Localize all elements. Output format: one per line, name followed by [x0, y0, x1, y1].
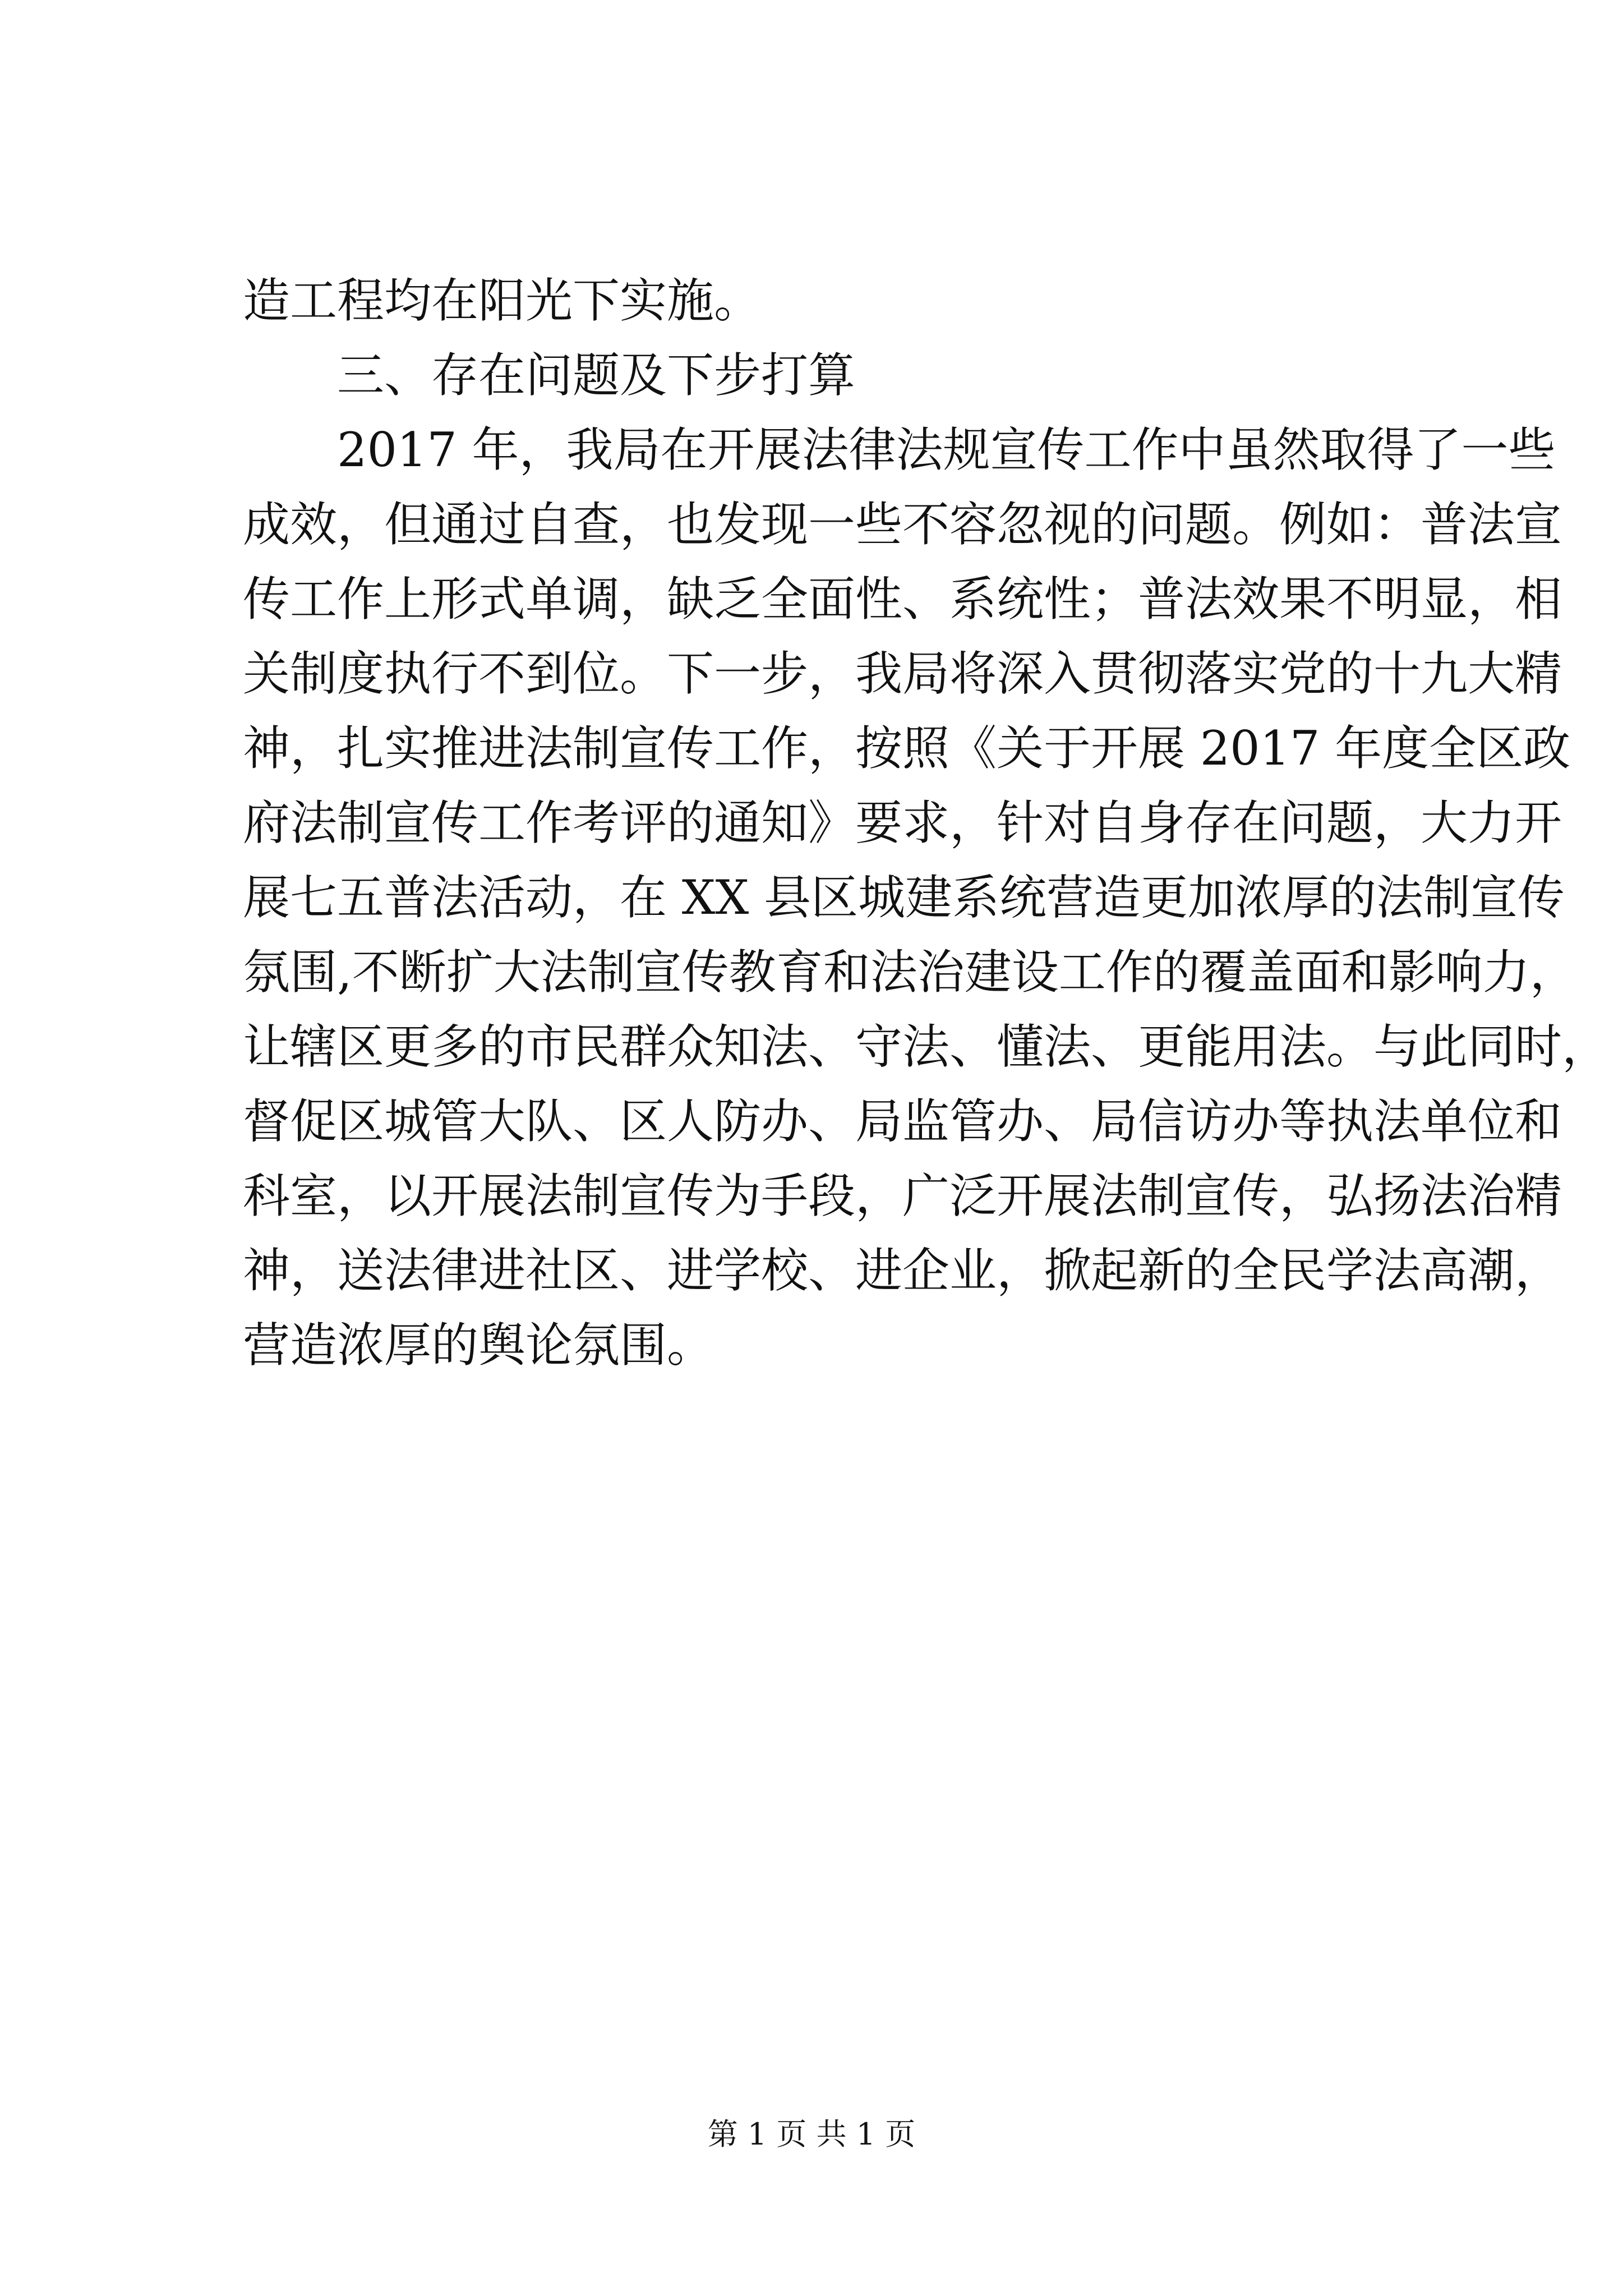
paragraph-line: 神，扎实推进法制宣传工作，按照《关于开展 2017 年度全区政	[243, 721, 1571, 776]
paragraph-line: 展七五普法活动，在 XX 县区城建系统营造更加浓厚的法制宣传	[243, 870, 1565, 925]
paragraph-line: 传工作上形式单调，缺乏全面性、系统性；普法效果不明显，相	[243, 572, 1562, 627]
document-body	[243, 264, 1610, 1383]
paragraph-line: 关制度执行不到位。下一步，我局将深入贯彻落实党的十九大精	[243, 646, 1562, 701]
paragraph-line: 神，送法律进社区、进学校、进企业，掀起新的全民学法高潮，	[243, 1243, 1562, 1298]
paragraph-line: 成效，但通过自查，也发现一些不容忽视的问题。例如：普法宣	[243, 497, 1562, 552]
paragraph-line: 督促区城管大队、区人防办、局监管办、局信访办等执法单位和	[243, 1094, 1562, 1149]
paragraph	[243, 413, 1610, 1383]
paragraph-line: 营造浓厚的舆论氛围。	[243, 1318, 714, 1373]
paragraph-line: 让辖区更多的市民群众知法、守法、懂法、更能用法。与此同时，	[243, 1019, 1610, 1074]
paragraph-line: 2017 年，我局在开展法律法规宣传工作中虽然取得了一些	[337, 422, 1556, 477]
continuation-line: 造工程均在阳光下实施。	[243, 273, 762, 328]
paragraph-line: 氛围,不断扩大法制宣传教育和法治建设工作的覆盖面和影响力，	[243, 945, 1577, 1000]
paragraph-line: 府法制宣传工作考评的通知》要求，针对自身存在问题，大力开	[243, 795, 1562, 850]
section-heading: 三、存在问题及下步打算	[337, 348, 856, 403]
paragraph-line: 科室，以开展法制宣传为手段，广泛开展法制宣传，弘扬法治精	[243, 1168, 1562, 1223]
page-footer: 第 1 页 共 1 页	[707, 2116, 916, 2152]
